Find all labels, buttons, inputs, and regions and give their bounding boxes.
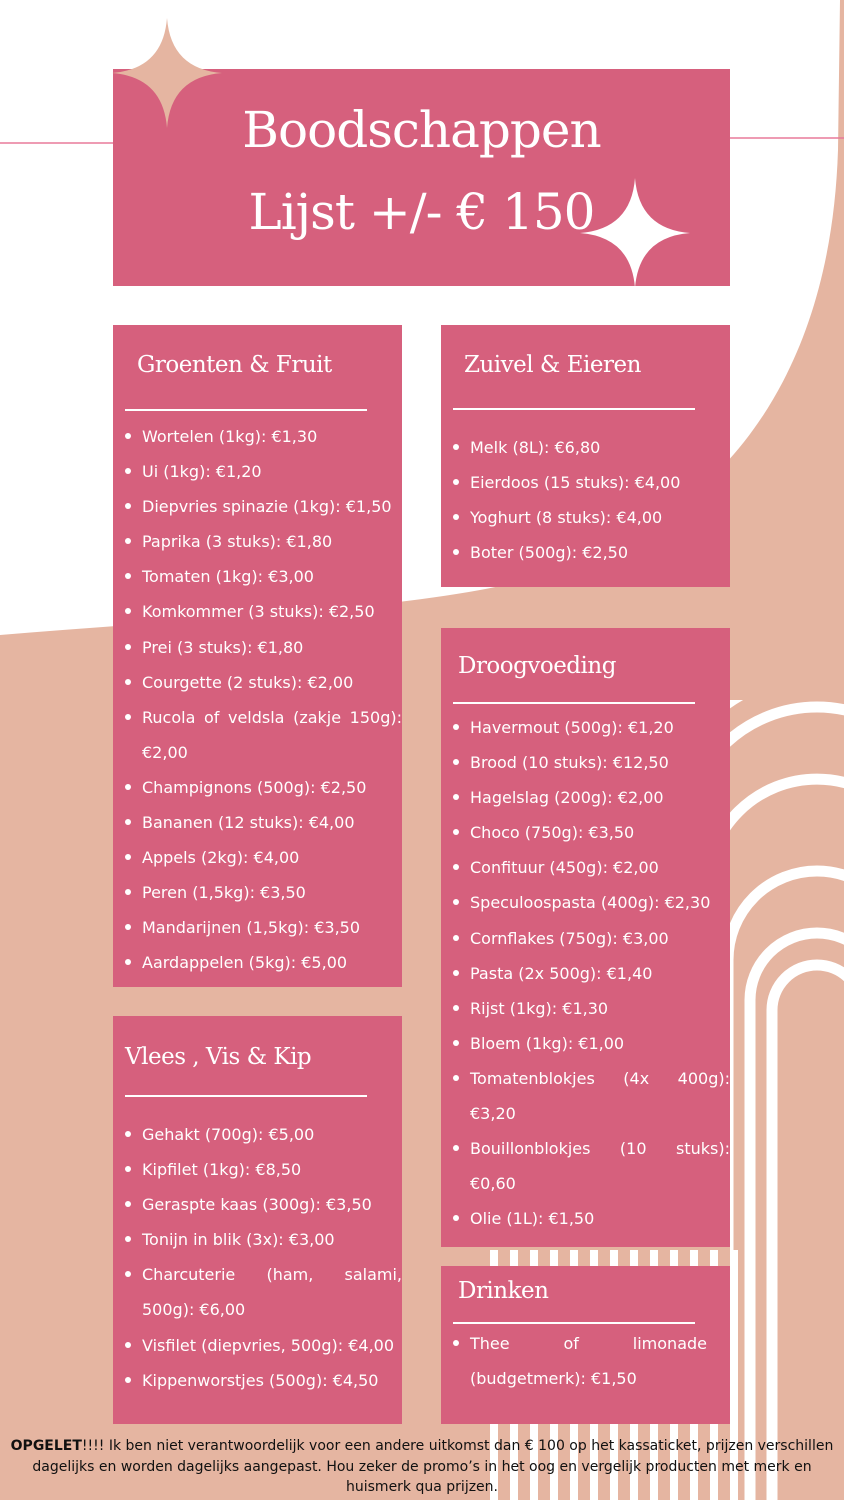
- section-title: Droogvoeding: [458, 653, 616, 679]
- sparkle-icon: [112, 18, 222, 128]
- list-item: Bananen (12 stuks): €4,00: [125, 805, 402, 840]
- divider: [125, 1095, 367, 1097]
- list-item: Thee of limonade (budgetmerk): €1,50: [453, 1326, 707, 1396]
- list-item: Tomatenblokjes (4x 400g): €3,20: [453, 1061, 730, 1131]
- list-item: Gehakt (700g): €5,00: [125, 1117, 402, 1152]
- list-item: Prei (3 stuks): €1,80: [125, 630, 402, 665]
- list-item: Ui (1kg): €1,20: [125, 454, 402, 489]
- section-title: Vlees , Vis & Kip: [125, 1044, 312, 1070]
- disclaimer: [8, 1436, 836, 1498]
- list-item: Diepvries spinazie (1kg): €1,50: [125, 489, 402, 524]
- list-item: Melk (8L): €6,80: [453, 430, 730, 465]
- item-list: [453, 1326, 707, 1396]
- divider: [453, 408, 695, 410]
- list-item: Peren (1,5kg): €3,50: [125, 875, 402, 910]
- list-item: Champignons (500g): €2,50: [125, 770, 402, 805]
- section-title: Groenten & Fruit: [137, 352, 332, 378]
- section-zuivel-eieren: [441, 325, 730, 587]
- list-item: Visfilet (diepvries, 500g): €4,00: [125, 1328, 402, 1363]
- list-item: Speculoospasta (400g): €2,30: [453, 885, 730, 920]
- list-item: Kippenworstjes (500g): €4,50: [125, 1363, 402, 1398]
- list-item: Tonijn in blik (3x): €3,00: [125, 1222, 402, 1257]
- list-item: Hagelslag (200g): €2,00: [453, 780, 730, 815]
- item-list: [125, 419, 402, 981]
- list-item: Bouillonblokjes (10 stuks): €0,60: [453, 1131, 730, 1201]
- list-item: Bloem (1kg): €1,00: [453, 1026, 730, 1061]
- list-item: Wortelen (1kg): €1,30: [125, 419, 402, 454]
- sparkle-icon: [580, 178, 690, 288]
- list-item: Tomaten (1kg): €3,00: [125, 559, 402, 594]
- divider: [453, 702, 695, 704]
- list-item: Aardappelen (5kg): €5,00: [125, 945, 402, 980]
- list-item: Pasta (2x 500g): €1,40: [453, 956, 730, 991]
- list-item: Havermout (500g): €1,20: [453, 710, 730, 745]
- disclaimer-strong: OPGELET: [10, 1438, 82, 1454]
- divider: [125, 409, 367, 411]
- list-item: Komkommer (3 stuks): €2,50: [125, 594, 402, 629]
- section-groenten-fruit: [113, 325, 402, 987]
- list-item: Boter (500g): €2,50: [453, 535, 730, 570]
- divider: [453, 1322, 695, 1324]
- item-list: [453, 710, 730, 1236]
- list-item: Mandarijnen (1,5kg): €3,50: [125, 910, 402, 945]
- list-item: Charcuterie (ham, salami, 500g): €6,00: [125, 1257, 402, 1327]
- item-list: [125, 1117, 402, 1398]
- section-title: Zuivel & Eieren: [464, 352, 641, 378]
- disclaimer-text: !!!! Ik ben niet verantwoordelijk voor een andere uitkomst dan € 100 op het kassaticket, prijzen verschillen dagelijks en worden dagelijks aangepast. Hou zeker de promo’s in het oog en vergelijk producten met merk en huismerk qua prijzen.: [32, 1438, 834, 1495]
- item-list: [453, 430, 730, 570]
- section-vlees-vis-kip: [113, 1016, 402, 1424]
- page-title-line2: Lijst +/- € 150: [248, 183, 595, 241]
- list-item: Paprika (3 stuks): €1,80: [125, 524, 402, 559]
- section-title: Drinken: [458, 1278, 549, 1304]
- section-drinken: [441, 1266, 730, 1424]
- section-droogvoeding: [441, 628, 730, 1247]
- list-item: Kipfilet (1kg): €8,50: [125, 1152, 402, 1187]
- list-item: Eierdoos (15 stuks): €4,00: [453, 465, 730, 500]
- list-item: Rijst (1kg): €1,30: [453, 991, 730, 1026]
- list-item: Brood (10 stuks): €12,50: [453, 745, 730, 780]
- list-item: Choco (750g): €3,50: [453, 815, 730, 850]
- page-title-line1: Boodschappen: [242, 101, 601, 159]
- list-item: Cornflakes (750g): €3,00: [453, 921, 730, 956]
- list-item: Olie (1L): €1,50: [453, 1201, 730, 1236]
- list-item: Rucola of veldsla (zakje 150g): €2,00: [125, 700, 402, 770]
- list-item: Confituur (450g): €2,00: [453, 850, 730, 885]
- list-item: Geraspte kaas (300g): €3,50: [125, 1187, 402, 1222]
- list-item: Yoghurt (8 stuks): €4,00: [453, 500, 730, 535]
- list-item: Courgette (2 stuks): €2,00: [125, 665, 402, 700]
- list-item: Appels (2kg): €4,00: [125, 840, 402, 875]
